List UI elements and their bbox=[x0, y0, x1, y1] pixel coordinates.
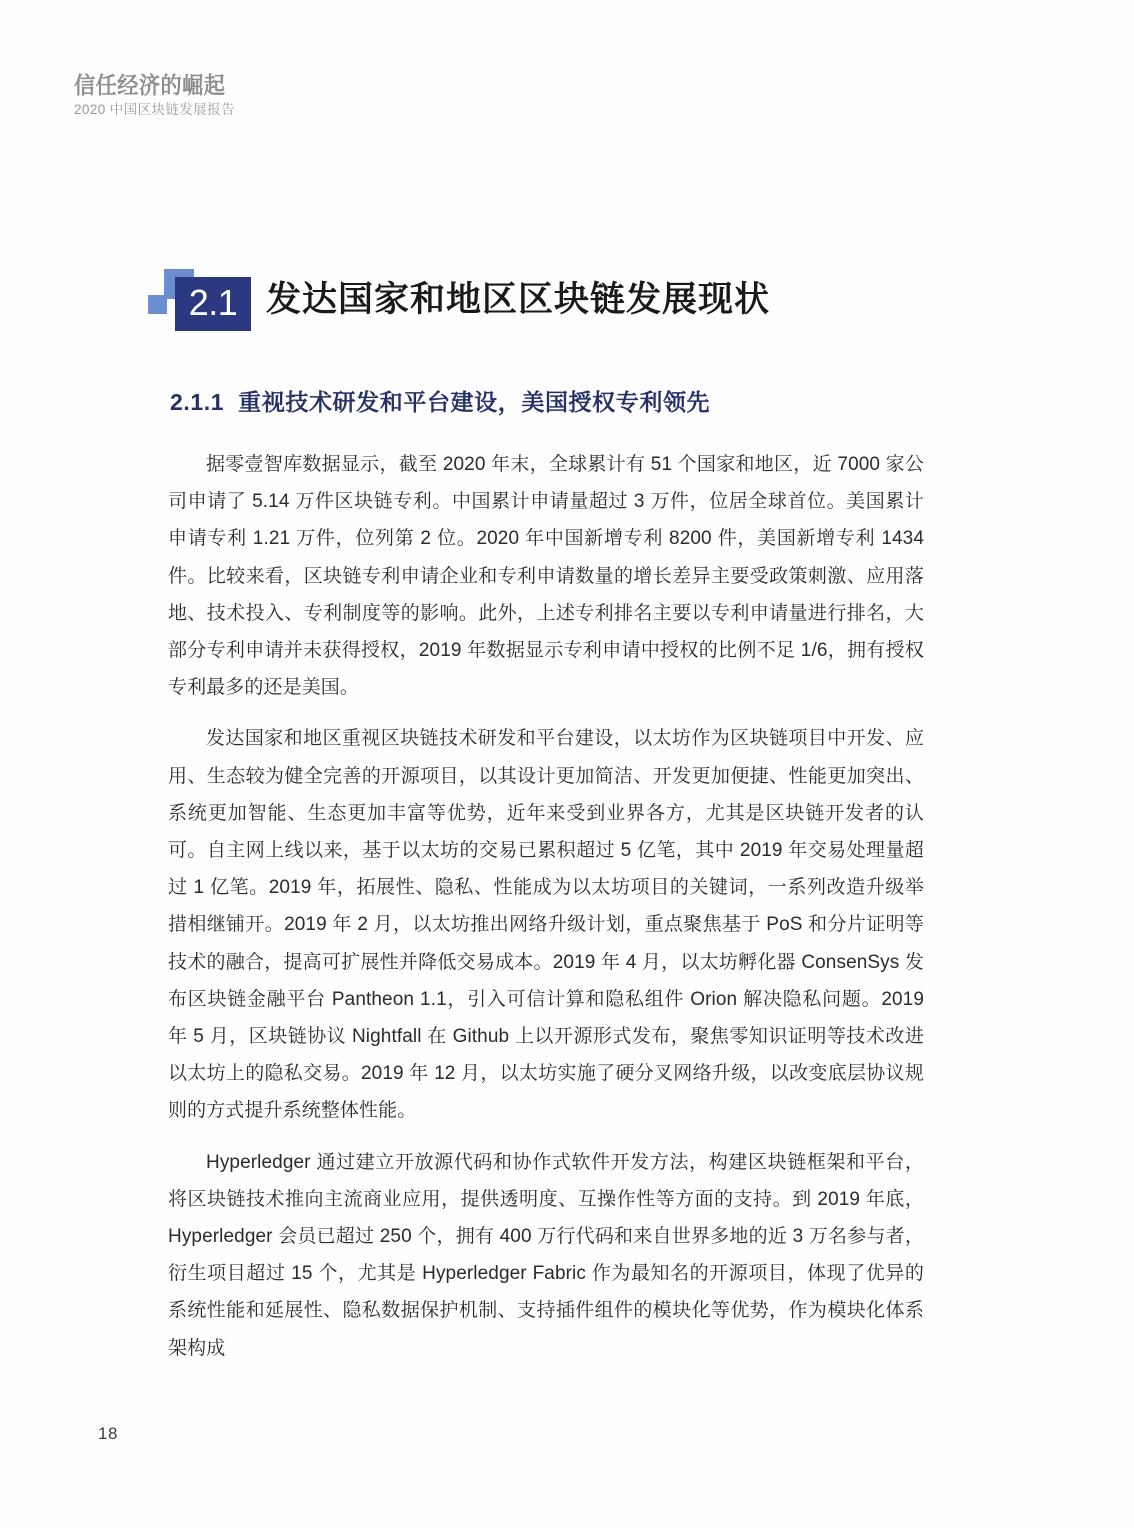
section-number-label: 2.1 bbox=[188, 282, 238, 323]
section-number-badge bbox=[148, 263, 254, 335]
body-paragraph: Hyperledger 通过建立开放源代码和协作式软件开发方法，构建区块链框架和平台，将区块链技术推向主流商业应用，提供透明度、互操作性等方面的支持。到 2019 年底，Hyperledger 会员已超过 250 个，拥有 400 万行代码和来自世界多地的近 3 万名参与者，衍生项目超过 15 个，尤其是 Hyperledger Fabric 作为最知名的开源项目，体现了优异的系统性能和延展性、隐私数据保护机制、支持插件组件的模块化等优势，作为模块化体系架构成 bbox=[168, 1151, 924, 1359]
body-paragraph: 发达国家和地区重视区块链技术研发和平台建设，以太坊作为区块链项目中开发、应用、生态较为健全完善的开源项目，以其设计更加简洁、开发更加便捷、性能更加突出、系统更加智能、生态更加丰富等优势，近年来受到业界各方，尤其是区块链开发者的认可。自主网上线以来，基于以太坊的交易已累积超过 5 亿笔，其中 2019 年交易处理量超过 1 亿笔。2019 年，拓展性、隐私、性能成为以太坊项目的关键词，一系列改造升级举措相继铺开。2019 年 2 月，以太坊推出网络升级计划，重点聚焦基于 PoS 和分片证明等技术的融合，提高可扩展性并降低交易成本。2019 年 4 月，以太坊孵化器 ConsenSys 发布区块链金融平台 Pantheon 1.1，引入可信计算和隐私组件 Orion 解决隐私问题。2019 年 5 月，区块链协议 Nightfall 在 Github 上以开源形式发布，聚焦零知识证明等技术改进以太坊上的隐私交易。2019 年 12 月，以太坊实施了硬分叉网络升级，以改变底层协议规则的方式提升系统整体性能。 bbox=[168, 728, 924, 1122]
subsection-title: 重视技术研发和平台建设，美国授权专利领先 bbox=[238, 389, 711, 416]
subsection-number: 2.1.1 bbox=[170, 389, 225, 416]
page-number: 18 bbox=[98, 1424, 118, 1443]
section-heading bbox=[148, 262, 770, 336]
report-logo-subtitle: 2020 中国区块链发展报告 bbox=[74, 102, 235, 118]
body-paragraph: 据零壹智库数据显示，截至 2020 年末，全球累计有 51 个国家和地区，近 7000 家公司申请了 5.14 万件区块链专利。中国累计申请量超过 3 万件，位居全球首位。美国累计申请专利 1.21 万件，位列第 2 位。2020 年中国新增专利 8200 件，美国新增专利 1434 件。比较来看，区块链专利申请企业和专利申请数量的增长差异主要受政策刺激、应用落地、技术投入、专利制度等的影响。此外，上述专利排名主要以专利申请量进行排名，大部分专利申请并未获得授权，2019 年数据显示专利申请中授权的比例不足 1/6，拥有授权专利最多的还是美国。 bbox=[168, 454, 924, 699]
document-running-header bbox=[74, 72, 494, 119]
accent-square-small-icon bbox=[148, 295, 167, 314]
section-number-box bbox=[175, 277, 251, 331]
subsection-heading bbox=[170, 389, 710, 417]
body-text-block bbox=[168, 446, 924, 1367]
report-logo-title: 信任经济的崛起 bbox=[74, 72, 226, 98]
section-title: 发达国家和地区区块链发展现状 bbox=[266, 279, 771, 319]
